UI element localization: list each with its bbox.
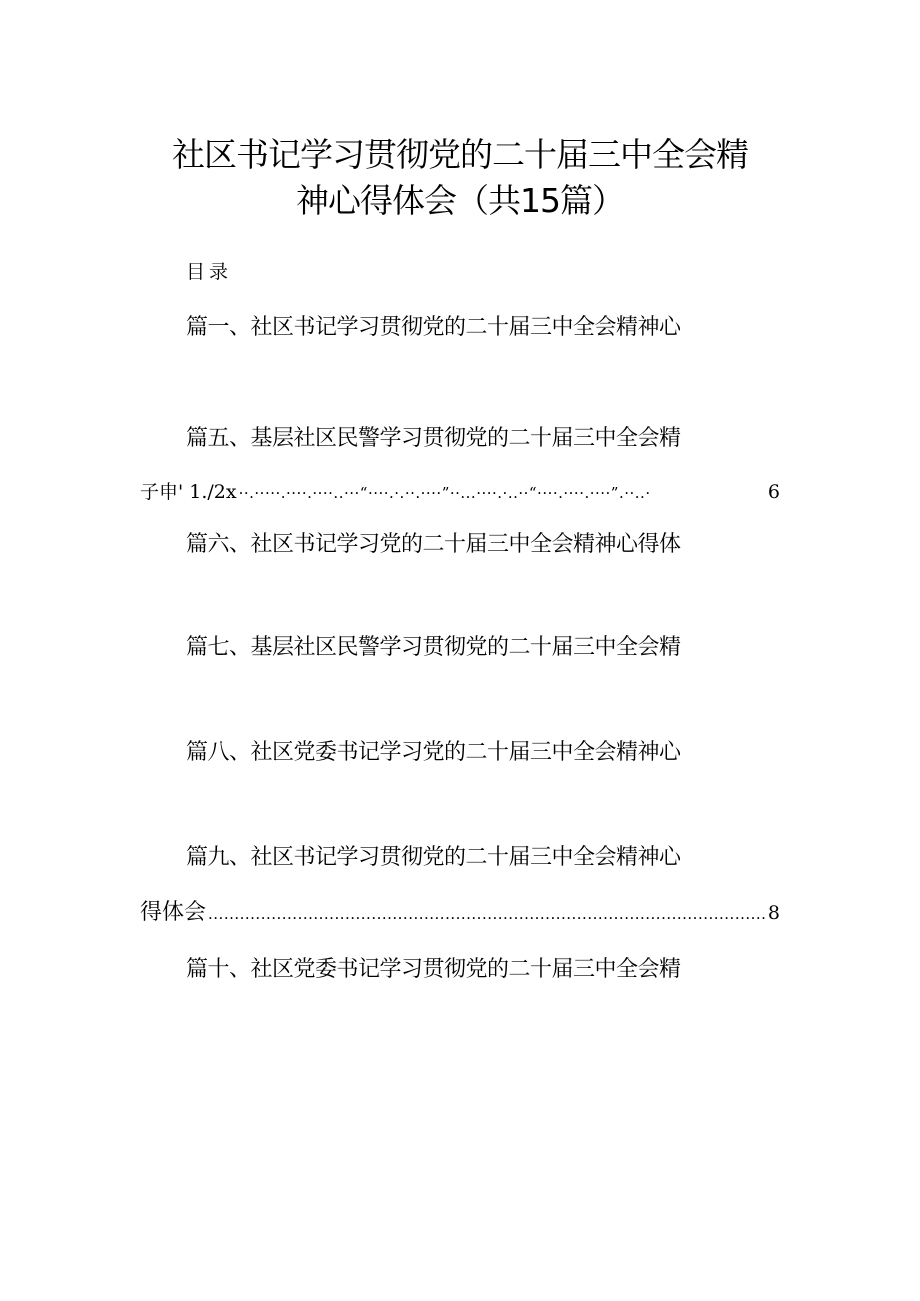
toc-entry-5-continuation-text: 子申' 1./2x [140, 481, 237, 503]
toc-leader-dots: ··.·····.····.····..···“····.·.··.····”··...····.·..··“····.····.····”.··..· [238, 484, 651, 502]
toc-entry-9[interactable]: 篇九、社区书记学习贯彻党的二十届三中全会精神心 [186, 845, 681, 870]
toc-page-number: 8 [767, 902, 780, 924]
document-title-line-1: 社区书记学习贯彻党的二十届三中全会精 [172, 135, 748, 174]
toc-page-number: 6 [767, 481, 780, 503]
toc-entry-6[interactable]: 篇六、社区书记学习党的二十届三中全会精神心得体 [186, 532, 681, 557]
toc-entry-10[interactable]: 篇十、社区党委书记学习贯彻党的二十届三中全会精 [186, 957, 681, 982]
toc-entry-9-continuation-text: 得体会 [140, 900, 207, 925]
toc-heading: 目录 [186, 261, 233, 283]
toc-entry-5[interactable]: 篇五、基层社区民警学习贯彻党的二十届三中全会精 [186, 426, 681, 451]
toc-entry-5-continuation[interactable] [140, 477, 780, 508]
document-title-line-2: 神心得体会（共15篇） [296, 181, 624, 220]
toc-entry-1[interactable]: 篇一、社区书记学习贯彻党的二十届三中全会精神心 [186, 315, 681, 340]
toc-leader-dots: .......................................................................................................... [208, 905, 767, 923]
toc-entry-9-continuation[interactable] [140, 898, 780, 929]
toc-entry-7[interactable]: 篇七、基层社区民警学习贯彻党的二十届三中全会精 [186, 635, 681, 660]
toc-entry-8[interactable]: 篇八、社区党委书记学习党的二十届三中全会精神心 [186, 740, 681, 765]
